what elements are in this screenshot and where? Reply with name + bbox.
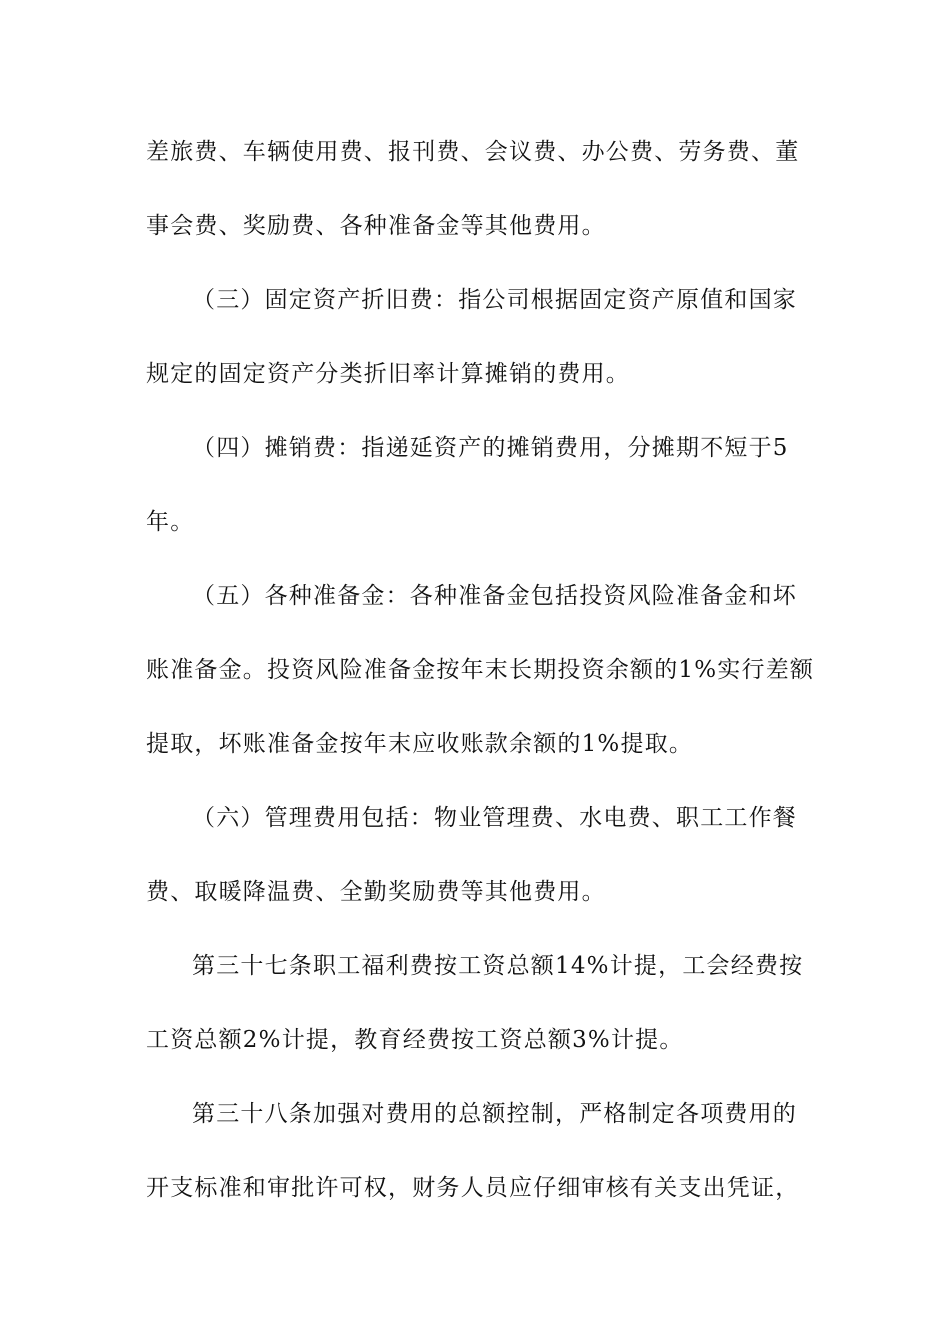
text-line-2: 事会费、奖励费、各种准备金等其他费用。: [146, 213, 606, 239]
text-line-14: 第三十八条加强对费用的总额控制，严格制定各项费用的: [192, 1101, 797, 1127]
text-line-12: 第三十七条职工福利费按工资总额14%计提，工会经费按: [192, 953, 804, 979]
text-line-3: （三）固定资产折旧费：指公司根据固定资产原值和国家: [192, 287, 797, 313]
text-line-1: 差旅费、车辆使用费、报刊费、会议费、办公费、劳务费、董: [146, 139, 800, 165]
text-line-11: 费、取暖降温费、全勤奖励费等其他费用。: [146, 879, 606, 905]
text-line-13: 工资总额2%计提，教育经费按工资总额3%计提。: [146, 1027, 684, 1053]
text-line-8: 账准备金。投资风险准备金按年末长期投资余额的1%实行差额: [146, 657, 815, 683]
text-line-9: 提取，坏账准备金按年末应收账款余额的1%提取。: [146, 731, 694, 757]
text-line-7: （五）各种准备金：各种准备金包括投资风险准备金和坏: [192, 583, 797, 609]
text-line-15: 开支标准和审批许可权，财务人员应仔细审核有关支出凭证，: [146, 1175, 800, 1201]
text-line-10: （六）管理费用包括：物业管理费、水电费、职工工作餐: [192, 805, 797, 831]
text-line-5: （四）摊销费：指递延资产的摊销费用，分摊期不短于5: [192, 435, 789, 461]
text-line-6: 年。: [146, 509, 195, 535]
text-line-4: 规定的固定资产分类折旧率计算摊销的费用。: [146, 361, 630, 387]
